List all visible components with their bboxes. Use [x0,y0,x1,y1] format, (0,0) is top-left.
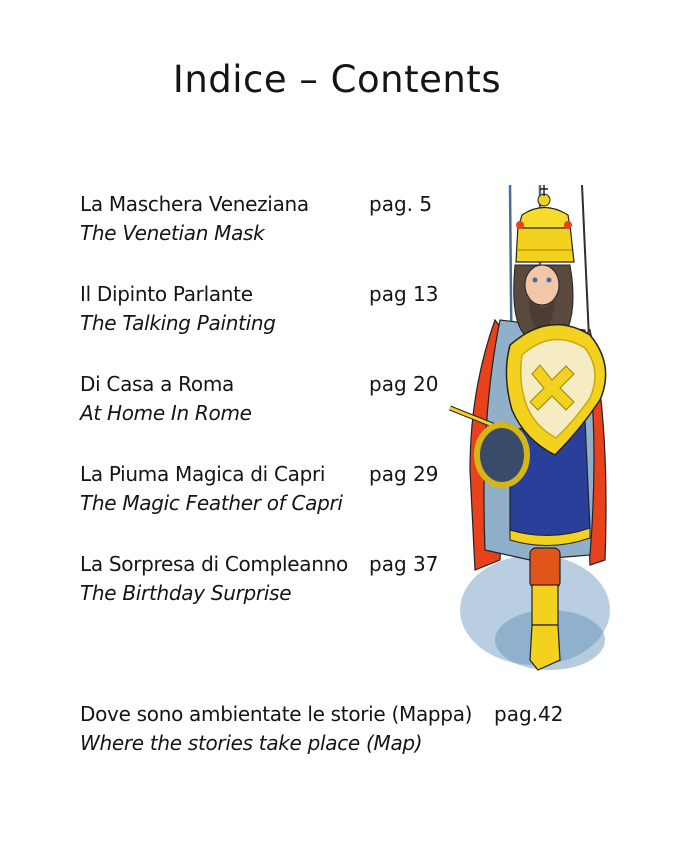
entry-title-italian: La Piuma Magica di Capri [80,462,326,486]
entry-title-english: At Home In Rome [80,401,252,425]
entry-title-italian: La Sorpresa di Compleanno [80,552,348,576]
entry-title-english: The Birthday Surprise [80,581,292,605]
entry-title-italian: La Maschera Veneziana [80,192,309,216]
entry-title-italian: Dove sono ambientate le storie (Mappa) [80,702,473,726]
toc-entry[interactable] [80,550,348,608]
entry-title-italian: Di Casa a Roma [80,372,234,396]
entry-page-number: pag 37 [369,552,439,576]
toc-entry-map[interactable] [80,700,472,758]
entry-page-number: pag.42 [494,702,564,726]
entry-title-english: The Talking Painting [80,311,276,335]
entry-title-english: The Magic Feather of Capri [80,491,343,515]
entry-page-number: pag 20 [369,372,439,396]
marionette-king-icon [440,170,640,680]
entry-page-number: pag. 5 [369,192,433,216]
entry-title-italian: Il Dipinto Parlante [80,282,253,306]
toc-entry[interactable] [80,370,252,428]
page-title: Indice – Contents [172,58,502,101]
entry-page-number: pag 29 [369,462,439,486]
entry-title-english: Where the stories take place (Map) [80,731,423,755]
toc-entry[interactable] [80,460,343,518]
entry-title-english: The Venetian Mask [80,221,265,245]
toc-entry[interactable] [80,190,309,248]
entry-page-number: pag 13 [369,282,439,306]
toc-entry[interactable] [80,280,276,338]
marionette-illustration [440,170,640,680]
